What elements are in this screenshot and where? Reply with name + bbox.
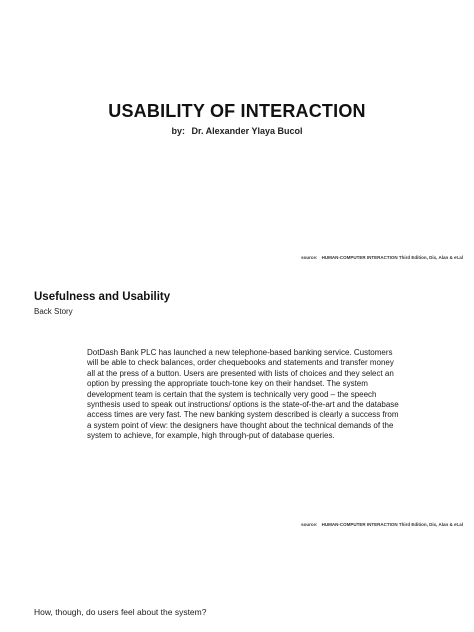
back-story-paragraph: DotDash Bank PLC has launched a new telephone-based banking service. Customers will be able to check balances, order chequebooks and statements and transfer money all at the press of a button. Users are presented with lists of choices and they select an option by pressing the appropriate touch-tone key on their handset. The system development team is certain that the system is technically very good – the speech synthesis used to speak out instructions/ options is the state-of-the-art and the database access times are very fast. The new banking system described is clearly a success from a system point of view: the designers have thought about the technical demands of the system to achieve, for example, high through-put of database queries. — [87, 348, 399, 441]
source-note-top — [301, 255, 463, 260]
source-note-bottom — [301, 522, 463, 527]
closing-question: How, though, do users feel about the system? — [34, 607, 207, 617]
section-heading: Usefulness and Usability — [34, 291, 171, 303]
source-text: HUMAN-COMPUTER INTERACTION Third Edition, Dix, Alan & et.al — [321, 255, 463, 260]
document-title: USABILITY OF INTERACTION — [108, 101, 366, 121]
author-name: Dr. Alexander Ylaya Bucol — [191, 126, 303, 136]
author-line — [0, 126, 474, 136]
source-text: HUMAN-COMPUTER INTERACTION Third Edition, Dix, Alan & et.al — [321, 522, 463, 527]
source-label: source: — [301, 255, 318, 260]
section-subheading: Back Story — [34, 307, 73, 316]
author-prefix: by: — [171, 126, 185, 136]
source-label: source: — [301, 522, 318, 527]
